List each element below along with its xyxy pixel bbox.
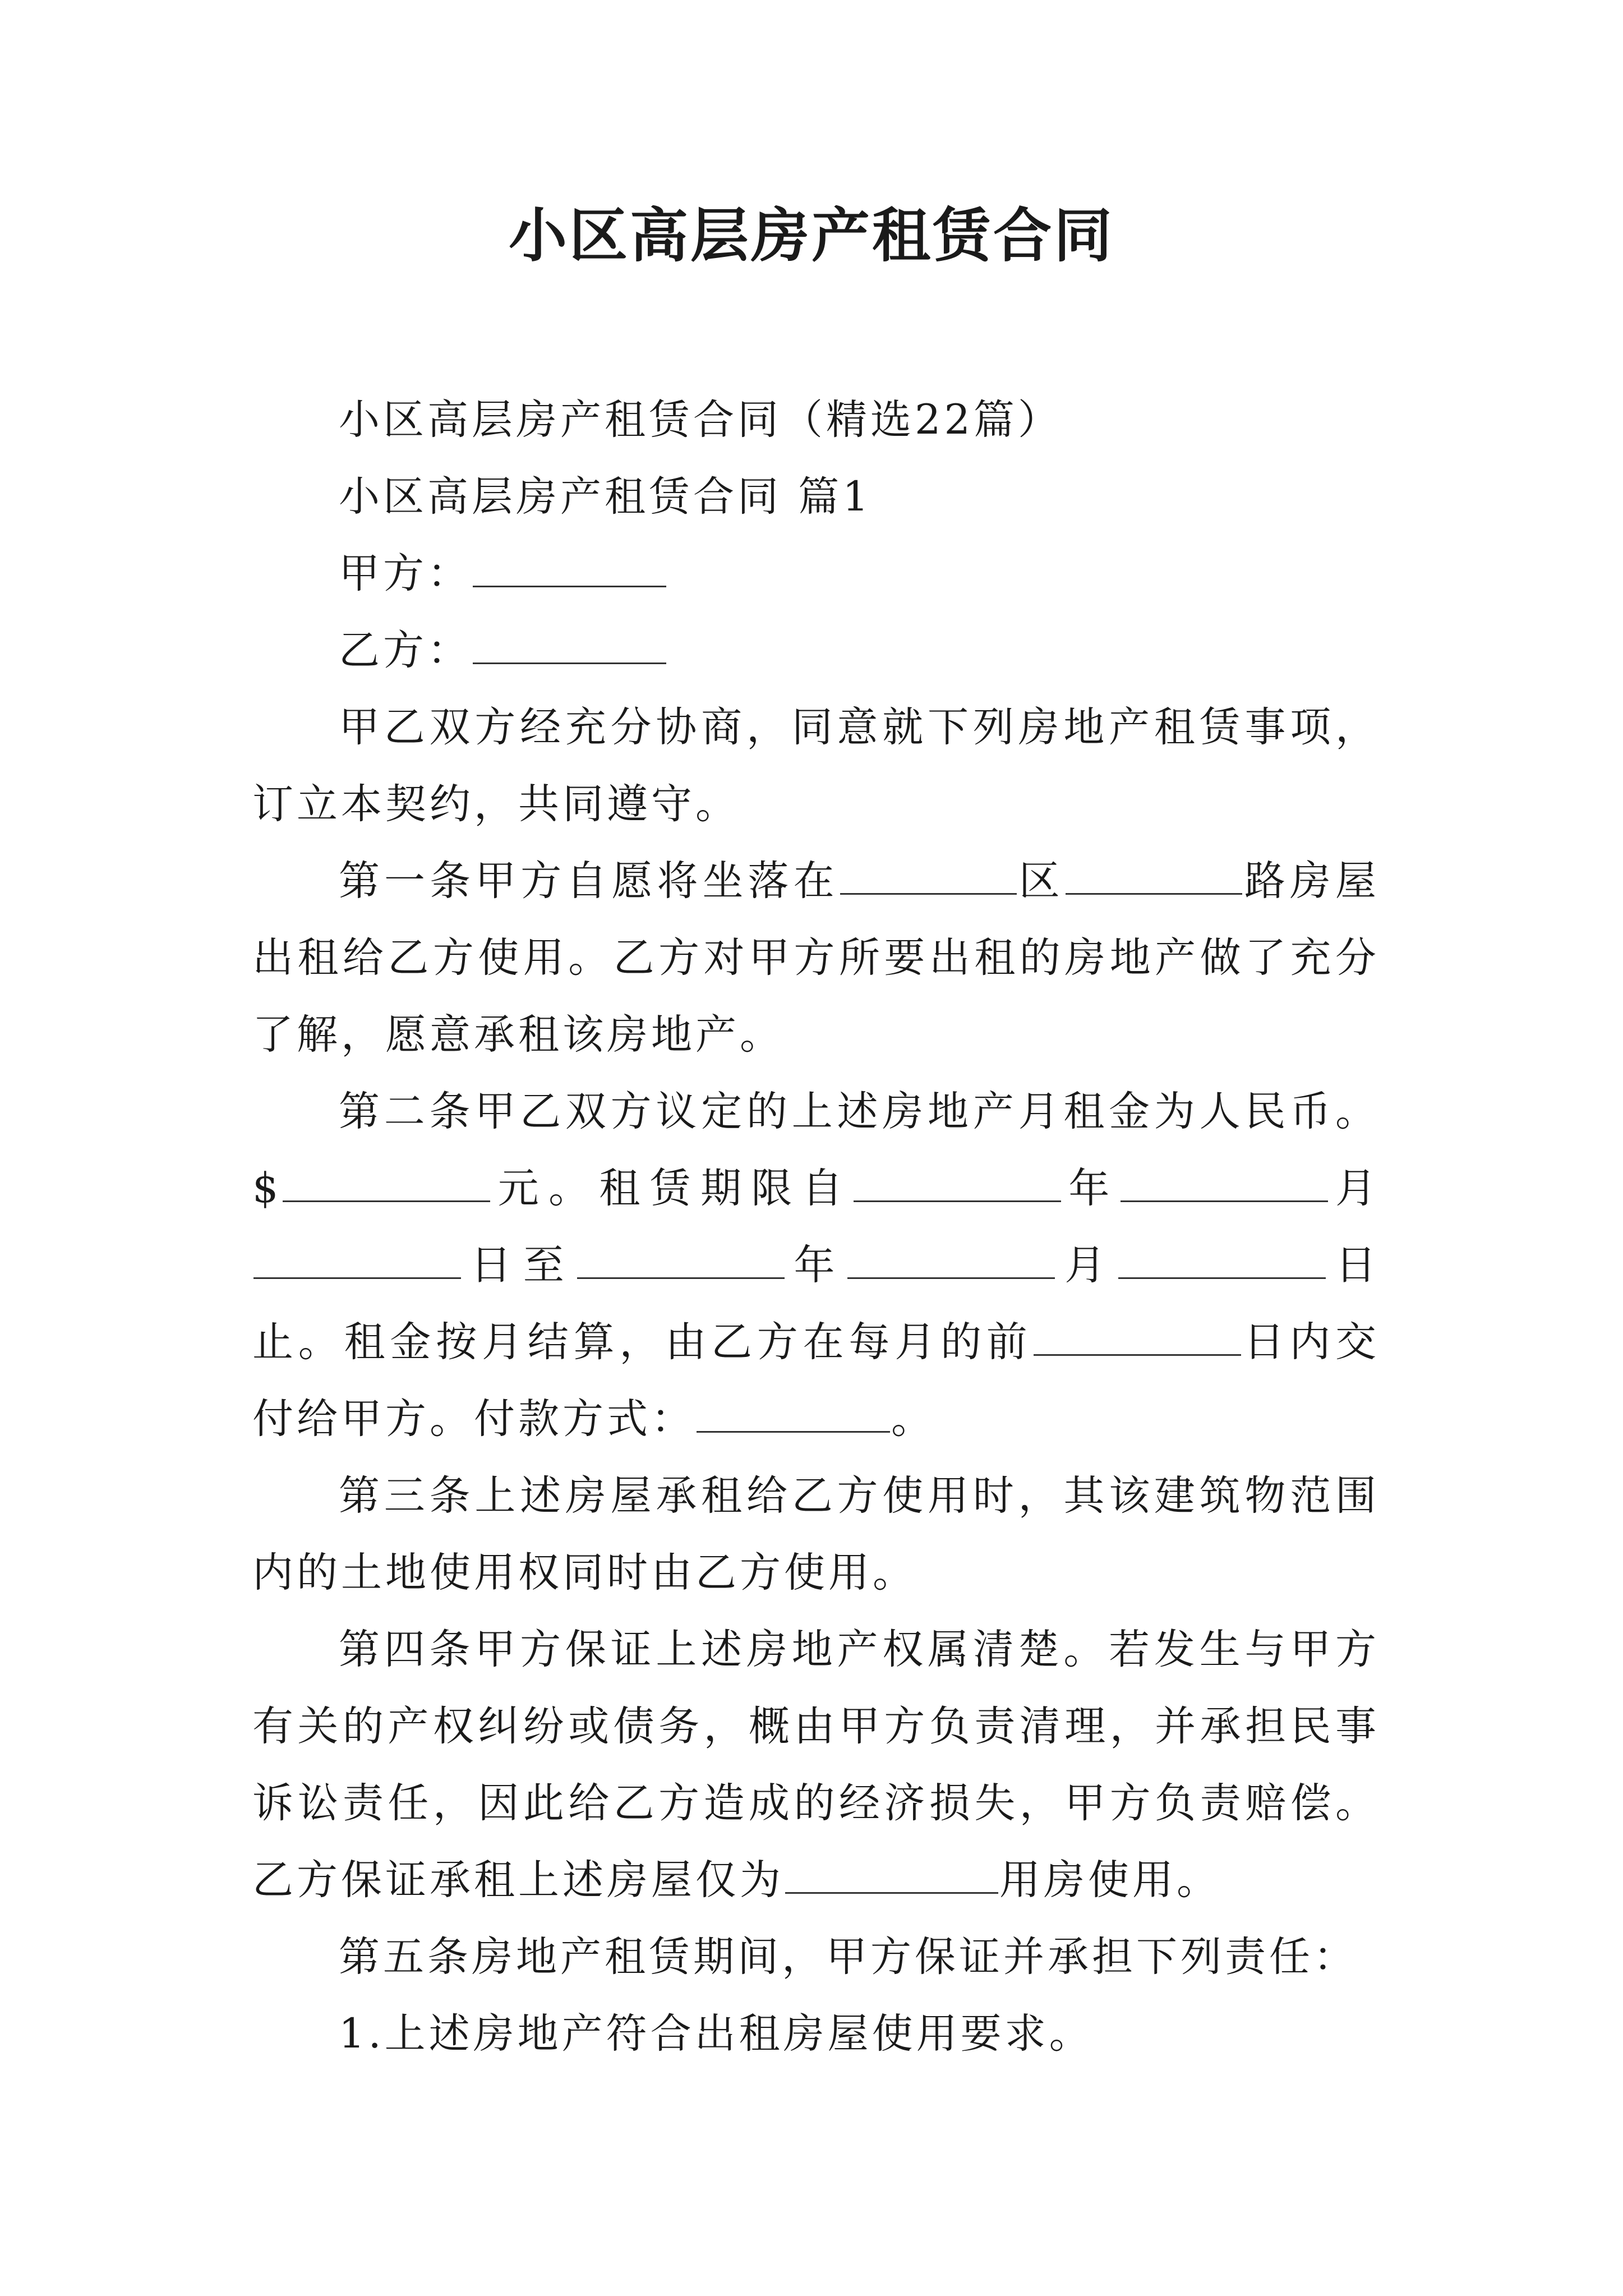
document-body xyxy=(252,381,1380,2072)
subtitle: 小区高层房产租赁合同（精选22篇） xyxy=(339,396,1062,444)
item-1: 1.上述房地产符合出租房屋使用要求。 xyxy=(339,2010,1094,2058)
article-2-text-f: 年 xyxy=(785,1241,847,1289)
article-1-text-a: 第一条甲方自愿将坐落在 xyxy=(339,857,839,905)
payment-days-blank xyxy=(1034,1316,1241,1356)
document-title: 小区高层房产租赁合同 xyxy=(508,201,1114,270)
article-4-text-b: 用房使用。 xyxy=(999,1856,1221,1904)
rent-amount-blank xyxy=(283,1162,490,1202)
article-1-text-c: 路房屋出租给乙方使用。乙方对甲方所要出租的房地产做了充分了解，愿意承租该房地产。 xyxy=(252,857,1380,1059)
article-2-text-b: 元。租赁期限自 xyxy=(491,1165,853,1212)
party-b-line xyxy=(252,612,1380,689)
article-2-text-e: 日至 xyxy=(462,1241,576,1289)
section-heading: 小区高层房产租赁合同 篇1 xyxy=(339,473,872,521)
party-a-line xyxy=(252,535,1380,612)
article-2-text-a: 第二条甲乙双方议定的上述房地产月租金为人民币。$ xyxy=(252,1088,1380,1212)
article-2-text-c: 年 xyxy=(1062,1165,1119,1212)
article-1-text-b: 区 xyxy=(1017,857,1064,905)
end-month-blank xyxy=(847,1239,1055,1279)
party-b-blank xyxy=(473,624,666,664)
article-3: 第三条上述房屋承租给乙方使用时，其该建筑物范围内的土地使用权同时由乙方使用。 xyxy=(252,1472,1380,1596)
usage-blank xyxy=(785,1854,998,1894)
article-2 xyxy=(252,1073,1380,1457)
article-2-text-d: 月 xyxy=(1329,1165,1380,1212)
start-month-blank xyxy=(1121,1162,1328,1202)
intro-paragraph: 甲乙双方经充分协商，同意就下列房地产租赁事项，订立本契约，共同遵守。 xyxy=(252,703,1380,828)
start-day-blank xyxy=(253,1239,461,1279)
district-blank xyxy=(840,855,1017,895)
party-a-blank xyxy=(473,547,666,587)
article-4 xyxy=(252,1611,1380,1918)
end-year-blank xyxy=(577,1239,785,1279)
road-blank xyxy=(1066,855,1242,895)
end-day-blank xyxy=(1118,1239,1326,1279)
party-a-label: 甲方： xyxy=(339,550,472,597)
payment-method-blank xyxy=(697,1393,890,1433)
article-2-text-j: 。 xyxy=(891,1395,935,1443)
article-5: 第五条房地产租赁期间，甲方保证并承担下列责任： xyxy=(339,1933,1358,1981)
article-4-text-a: 第四条甲方保证上述房地产权属清楚。若发生与甲方有关的产权纠纷或债务，概由甲方负责清理，并承担民事诉讼责任，因此给乙方造成的经济损失，甲方负责赔偿。乙方保证承租上述房屋仅为 xyxy=(252,1626,1380,1904)
start-year-blank xyxy=(854,1162,1061,1202)
article-2-text-i: 日内交付给甲方。付款方式： xyxy=(252,1318,1380,1443)
article-2-text-g: 月 xyxy=(1056,1241,1118,1289)
party-b-label: 乙方： xyxy=(339,627,472,674)
article-2-text-h: 日止。租金按月结算，由乙方在每月的前 xyxy=(252,1241,1380,1366)
article-1 xyxy=(252,843,1380,1073)
